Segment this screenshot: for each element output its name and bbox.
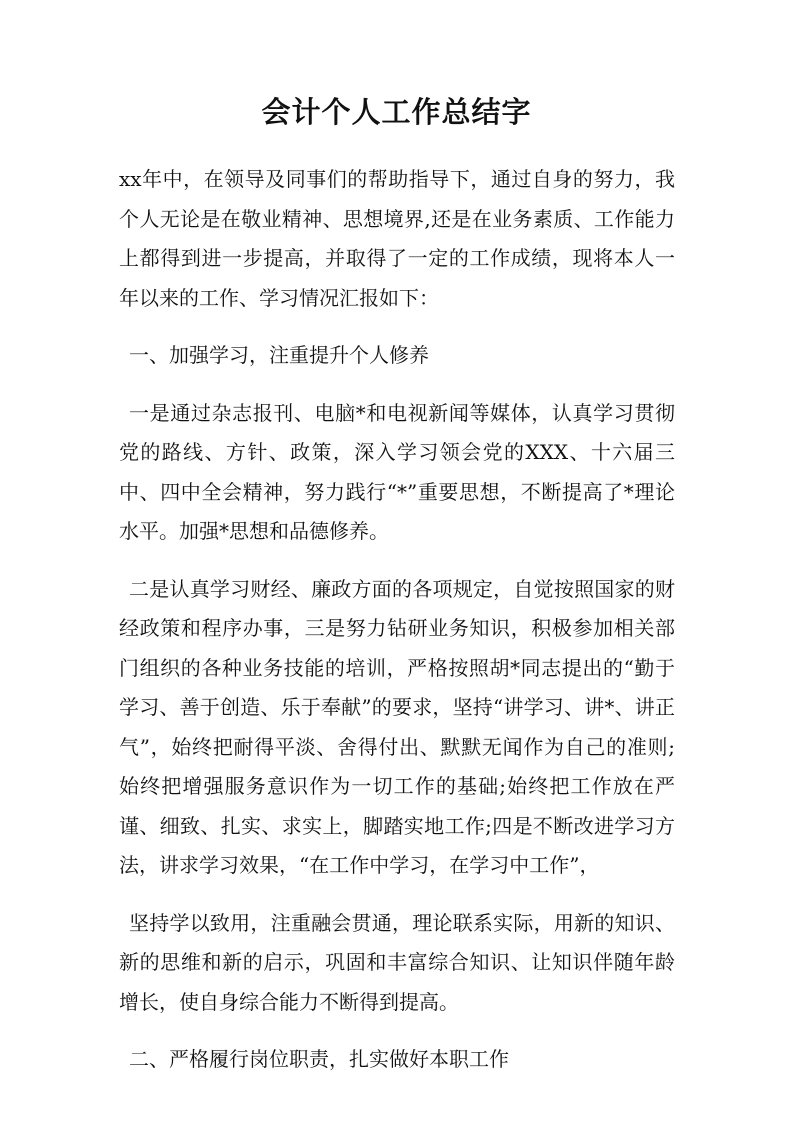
intro-paragraph: xx年中，在领导及同事们的帮助指导下，通过自身的努力，我个人无论是在敬业精神、思想境界,还是在业务素质、工作能力上都得到进一步提高，并取得了一定的工作成绩，现将本人一年以来的工作、学习情况汇报如下： [119, 167, 675, 310]
body-paragraph-3: 坚持学以致用，注重融会贯通，理论联系实际，用新的知识、新的思维和新的启示，巩固和丰富综合知识、让知识伴随年龄增长，使自身综合能力不断得到提高。 [119, 910, 675, 1014]
body-paragraph-1: 一是通过杂志报刊、电脑*和电视新闻等媒体，认真学习贯彻党的路线、方针、政策，深入学习领会党的XXX、十六届三中、四中全会精神，努力践行“*”重要思想，不断提高了*理论水平。加强*思想和品德修养。 [119, 400, 675, 543]
section-heading-2: 二、严格履行岗位职责，扎实做好本职工作 [129, 1047, 509, 1071]
document-body [119, 160, 675, 1098]
section-heading-1: 一、加强学习，注重提升个人修养 [129, 343, 429, 367]
body-paragraph-2: 二是认真学习财经、廉政方面的各项规定，自觉按照国家的财经政策和程序办事，三是努力钻研业务知识，积极参加相关部门组织的各种业务技能的培训，严格按照胡*同志提出的“勤于学习、善于创造、乐于奉献”的要求，坚持“讲学习、讲*、讲正气”，始终把耐得平淡、舍得付出、默默无闻作为自己的准则;始终把增强服务意识作为一切工作的基础;始终把工作放在严谨、细致、扎实、求实上，脚踏实地工作;四是不断改进学习方法，讲求学习效果，“在工作中学习，在学习中工作”， [119, 576, 675, 877]
document-title: 会计个人工作总结字 [261, 95, 532, 129]
